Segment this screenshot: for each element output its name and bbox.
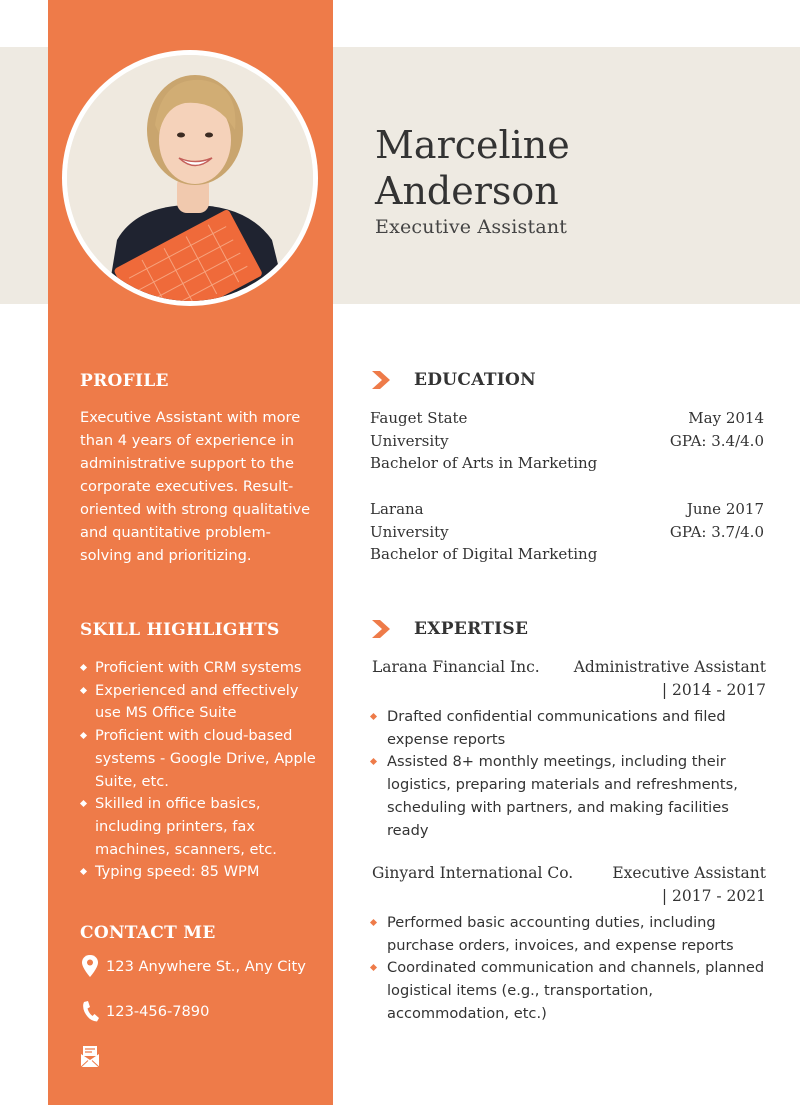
name-first: Marceline (375, 123, 570, 167)
skill-item: Typing speed: 85 WPM (80, 861, 325, 884)
contact-address (80, 954, 306, 978)
edu-gpa: GPA: 3.7/4.0 (669, 522, 764, 541)
school-name-cont: University (370, 431, 449, 450)
phone-text: 123-456-7890 (106, 1002, 210, 1020)
skill-item: Skilled in office basics, including printers, fax machines, scanners, etc. (80, 793, 325, 861)
job-bullets (370, 912, 770, 1026)
edu-gpa: GPA: 3.4/4.0 (669, 431, 764, 450)
edu-date: June 2017 (686, 500, 764, 518)
job-bullet: Drafted confidential communications and filed expense reports (370, 706, 770, 751)
contact-phone (80, 999, 209, 1023)
school-name: Larana (370, 500, 424, 518)
job-header (372, 862, 766, 908)
job-bullet: Assisted 8+ monthly meetings, including their logistics, preparing materials and refreshments, scheduling with partners, and making facilities ready (370, 751, 770, 842)
job-bullet: Performed basic accounting duties, including purchase orders, invoices, and expense reports (370, 912, 770, 957)
expertise-section-header (370, 619, 528, 639)
job-dates: | 2014 - 2017 (661, 681, 766, 699)
profile-text: Executive Assistant with more than 4 years of experience in administrative support to the corporate executives. Result-oriented with strong qualitative and quantitative problem-solving and prioritizing. (80, 409, 311, 564)
chevron-right-icon (370, 619, 394, 639)
job-role: Executive Assistant (612, 864, 766, 882)
mail-icon (80, 1044, 100, 1068)
company-name: Ginyard International Co. (372, 864, 574, 882)
degree: Bachelor of Arts in Marketing (370, 454, 598, 473)
name-last: Anderson (375, 169, 559, 213)
chevron-right-icon (370, 370, 394, 390)
company-name: Larana Financial Inc. (372, 658, 540, 676)
skills-list (80, 657, 325, 884)
contact-email (80, 1044, 106, 1068)
education-entry (370, 498, 764, 566)
job-bullets (370, 706, 770, 842)
expertise-heading: EXPERTISE (414, 619, 529, 639)
school-name: Fauget State (370, 409, 468, 427)
candidate-name (375, 122, 570, 214)
school-name-cont: University (370, 522, 449, 541)
education-entry (370, 407, 764, 475)
degree: Bachelor of Digital Marketing (370, 545, 598, 564)
profile-heading: PROFILE (80, 371, 169, 391)
location-pin-icon (80, 954, 100, 978)
skill-item: Proficient with CRM systems (80, 657, 325, 680)
skill-item: Proficient with cloud-based systems - Google Drive, Apple Suite, etc. (80, 725, 325, 793)
education-section-header (370, 370, 536, 390)
contact-heading: CONTACT ME (80, 923, 216, 943)
job-bullet: Coordinated communication and channels, planned logistical items (e.g., transportation, accommodation, etc.) (370, 957, 770, 1025)
profile-photo (67, 55, 313, 301)
edu-date: May 2014 (688, 409, 764, 427)
job-title: Executive Assistant (375, 216, 568, 238)
phone-icon (80, 999, 100, 1023)
job-header (372, 656, 766, 702)
skill-item: Experienced and effectively use MS Office Suite (80, 680, 325, 725)
address-text: 123 Anywhere St., Any City (106, 957, 306, 975)
job-dates: | 2017 - 2021 (661, 887, 766, 905)
education-heading: EDUCATION (414, 370, 536, 390)
job-role: Administrative Assistant (573, 658, 766, 676)
portrait-illustration (67, 55, 313, 301)
skills-heading: SKILL HIGHLIGHTS (80, 620, 280, 640)
